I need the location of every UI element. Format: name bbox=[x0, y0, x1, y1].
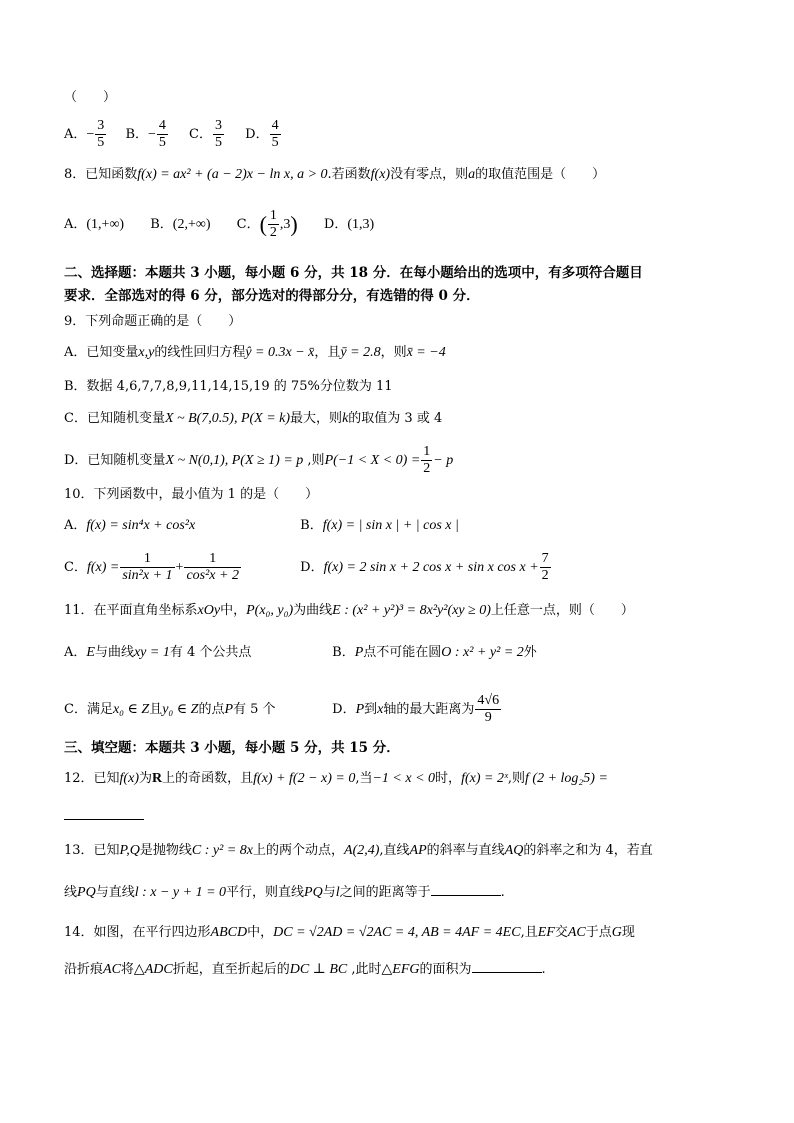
q7-paren: （ ） bbox=[64, 90, 117, 105]
q10-option-a[interactable]: A．f(x) = sin⁴x + cos²x bbox=[64, 518, 196, 533]
section-2-heading-cont: 要求．全部选对的得 6 分，部分选对的得部分分，有选错的得 0 分． bbox=[64, 288, 480, 304]
q14-stem: 14．如图，在平行四边形ABCD中，DC = √2AD = √2AC = 4, AB = 4AF = 4EC,且EF交AC于点G现 bbox=[64, 925, 635, 940]
q9-option-b[interactable]: B．数据 4,6,7,7,8,9,11,14,15,19 的 75%分位数为 11 bbox=[64, 379, 393, 394]
q10-stem: 10．下列函数中，最小值为 1 的是（ ） bbox=[64, 487, 319, 502]
q13-stem-cont: 线PQ与直线l : x − y + 1 = 0平行，则直线PQ与l之间的距离等于 . bbox=[64, 881, 505, 902]
q7-option-d[interactable]: D． $\frac{4}{5}$ bbox=[245, 118, 279, 151]
q11-stem: 11．在平面直角坐标系xOy中，P(x₀, y₀)为曲线E : (x² + y²)³ = 8x²y²(xy ≥ 0)上任意一点，则（ ） bbox=[64, 603, 634, 618]
q8-option-a[interactable]: A．(1,+∞) bbox=[64, 217, 125, 233]
q12-answer-blank[interactable] bbox=[64, 805, 144, 825]
q14-answer-blank[interactable] bbox=[472, 958, 542, 973]
q12-stem: 12．已知f(x)为R上的奇函数，且f(x) + f(2 − x) = 0,当−1 < x < 0时，f(x) = 2ˣ,则f (2 + log₂5) = bbox=[64, 771, 608, 786]
q8-option-c[interactable]: C．( $\frac{1}{2}$ ,3) bbox=[236, 208, 298, 241]
q11-row-cd bbox=[64, 693, 502, 726]
q9-option-a[interactable]: A．已知变量x,y的线性回归方程ŷ = 0.3x − x̄，且ȳ = 2.8，则x̄ = −4 bbox=[64, 345, 446, 360]
q10-row-ab bbox=[64, 518, 459, 535]
q10-option-b[interactable]: B．f(x) = | sin x | + | cos x | bbox=[300, 518, 459, 533]
q8-option-b[interactable]: B．(2,+∞) bbox=[150, 217, 211, 233]
q11-option-b[interactable]: B．P点不可能在圆O : x² + y² = 2外 bbox=[332, 645, 537, 660]
q9-option-d[interactable]: D．已知随机变量X ~ N(0,1), P(X ≥ 1) = p ,则P(−1 < X < 0) = $\frac{1}{2}$ − p bbox=[64, 444, 454, 477]
q11-option-a[interactable]: A．E与曲线xy = 1有 4 个公共点 bbox=[64, 645, 252, 660]
q10-option-c[interactable]: C．f(x) = $\frac{1}{\text{sin²x + 1}}$ + $\frac{1}{\text{cos²x + 2}}$ bbox=[64, 551, 239, 584]
q11-option-c[interactable]: C．满足x₀ ∈ Z且y₀ ∈ Z的点P有 5 个 bbox=[64, 702, 276, 718]
q11-row-ab bbox=[64, 645, 537, 662]
q8-options bbox=[64, 208, 374, 241]
q9-stem: 9．下列命题正确的是（ ） bbox=[64, 314, 242, 329]
q10-row-cd bbox=[64, 551, 552, 584]
q7-option-a[interactable]: A．− $\frac{3}{5}$ bbox=[64, 118, 105, 151]
q8-stem: 8．已知函数f(x) = ax² + (a − 2)x − ln x, a > 0.若函数f(x)没有零点，则a的取值范围是（ ） bbox=[64, 167, 606, 182]
q7-option-c[interactable]: C． $\frac{3}{5}$ bbox=[189, 118, 222, 151]
q9-option-c[interactable]: C．已知随机变量X ~ B(7,0.5), P(X = k)最大，则k的取值为 3 或 4 bbox=[64, 411, 443, 426]
q7-option-b[interactable]: B．− $\frac{4}{5}$ bbox=[125, 118, 166, 151]
q13-answer-blank[interactable] bbox=[431, 881, 501, 896]
q8-option-d[interactable]: D．(1,3) bbox=[323, 217, 375, 233]
section-2-heading: 二、选择题：本题共 3 小题，每小题 6 分，共 18 分．在每小题给出的选项中，有多项符合题目 bbox=[64, 265, 643, 281]
q11-option-d[interactable]: D．P到x轴的最大距离为 $\frac{4√6}{9}$ bbox=[332, 693, 500, 726]
q14-stem-cont: 沿折痕AC将△ADC折起，直至折起后的DC ⊥ BC ,此时△EFG的面积为 . bbox=[64, 958, 546, 979]
q10-option-d[interactable]: D．f(x) = 2 sin x + 2 cos x + sin x cos x + $\frac{7}{2}$ bbox=[300, 551, 549, 584]
section-3-heading: 三、填空题：本题共 3 小题，每小题 5 分，共 15 分． bbox=[64, 740, 400, 756]
q7-options bbox=[64, 118, 282, 151]
q13-stem: 13．已知P,Q是抛物线C : y² = 8x上的两个动点，A(2,4),直线AP的斜率与直线AQ的斜率之和为 4，若直 bbox=[64, 843, 653, 858]
